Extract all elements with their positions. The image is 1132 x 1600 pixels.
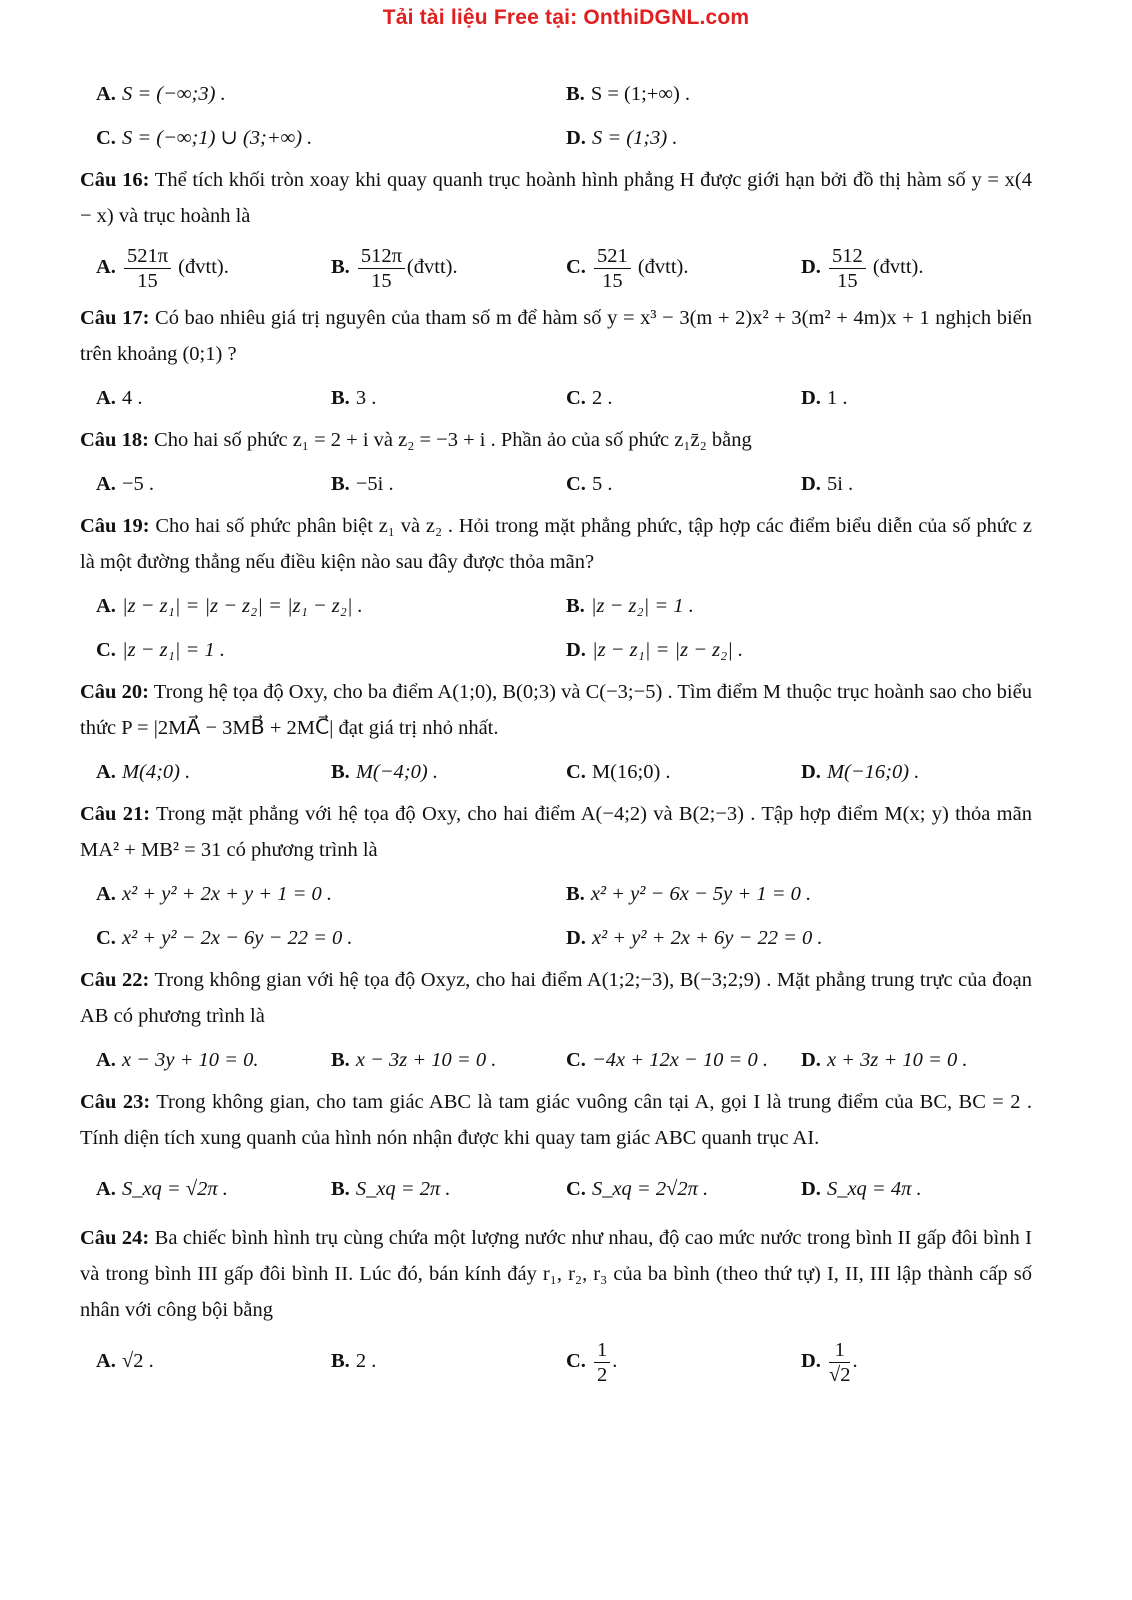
option-letter: A.: [96, 256, 116, 278]
option-text: 5 .: [591, 473, 613, 495]
option-text: S = (−∞;3) .: [121, 83, 226, 105]
option-letter: C.: [566, 761, 586, 783]
option-letter: D.: [801, 1049, 821, 1071]
option-letter: D.: [566, 127, 586, 149]
option-letter: B.: [331, 1178, 350, 1200]
q21-option-d[interactable]: [566, 916, 823, 960]
option-letter: A.: [96, 883, 116, 905]
question-stem: [80, 1084, 1032, 1156]
denominator: 15: [602, 269, 623, 292]
option-letter: A.: [96, 1178, 116, 1200]
option-letter: D.: [801, 1350, 821, 1372]
q15-options: [80, 72, 1032, 160]
q23-options: [80, 1160, 1032, 1218]
option-letter: D.: [801, 761, 821, 783]
unit-text: (đvtt).: [637, 256, 689, 278]
numerator: 521: [594, 244, 631, 269]
q16-option-d[interactable]: [801, 238, 923, 296]
question-stem: [80, 300, 1032, 372]
q18-option-c[interactable]: [566, 462, 612, 506]
option-text: S = (1;3) .: [591, 127, 678, 149]
option-letter: C.: [566, 256, 586, 278]
option-text: |z − z₁| = |z − z₂| .: [591, 639, 744, 661]
question-text: Trong không gian với hệ tọa độ Oxyz, cho hai điểm A(1;2;−3), B(−3;2;9) . Mặt phẳng trung trực của đoạn AB có phương trình là: [80, 969, 1032, 1027]
question-20: [80, 674, 1032, 794]
q24-option-b[interactable]: [331, 1332, 376, 1390]
question-text: Cho hai số phức phân biệt z₁ và z₂ . Hỏi trong mặt phẳng phức, tập hợp các điểm biểu diễn của số phức z là một đường thẳng nếu điều kiện nào sau đây được thỏa mãn?: [80, 515, 1032, 573]
q16-option-a[interactable]: [96, 238, 229, 296]
fraction: [594, 244, 631, 293]
numerator: 512: [829, 244, 866, 269]
option-letter: D.: [801, 256, 821, 278]
fraction: [594, 1338, 610, 1387]
q17-option-d[interactable]: [801, 376, 847, 420]
question-stem: [80, 796, 1032, 868]
option-text: x² + y² − 2x − 6y − 22 = 0 .: [121, 927, 353, 949]
q18-option-a[interactable]: [96, 462, 154, 506]
q21-option-a[interactable]: [96, 872, 332, 916]
option-letter: D.: [566, 639, 586, 661]
option-text: −5 .: [121, 473, 154, 495]
option-text: x² + y² + 2x + y + 1 = 0 .: [121, 883, 333, 905]
question-stem: [80, 674, 1032, 746]
question-stem: [80, 1220, 1032, 1328]
numerator: 1: [829, 1338, 851, 1363]
option-letter: B.: [331, 256, 350, 278]
option-text: M(−4;0) .: [355, 761, 438, 783]
question-22: [80, 962, 1032, 1082]
q18-option-d[interactable]: [801, 462, 853, 506]
question-16: [80, 162, 1032, 296]
option-text: S = (−∞;1) ∪ (3;+∞) .: [121, 127, 313, 149]
option-letter: B.: [331, 1049, 350, 1071]
question-text: Trong không gian, cho tam giác ABC là tam giác vuông cân tại A, gọi I là trung điểm của BC, BC = 2 . Tính diện tích xung quanh của hình nón nhận được khi quay tam giác ABC quanh trục AI.: [80, 1091, 1032, 1149]
question-number: Câu 18:: [80, 429, 149, 451]
option-letter: D.: [801, 387, 821, 409]
question-stem: [80, 422, 1032, 458]
question-number: Câu 21:: [80, 803, 151, 825]
option-letter: A.: [96, 473, 116, 495]
q23-option-c[interactable]: [566, 1160, 708, 1218]
question-text: Có bao nhiêu giá trị nguyên của tham số m để hàm số y = x³ − 3(m + 2)x² + 3(m² + 4m)x + 1 nghịch biến trên khoảng (0;1) ?: [80, 307, 1032, 365]
q21-options: [80, 872, 1032, 960]
unit-text: (đvtt).: [406, 256, 458, 278]
option-text: 4 .: [121, 387, 143, 409]
option-letter: B.: [566, 83, 585, 105]
option-letter: A.: [96, 1049, 116, 1071]
option-letter: B.: [331, 761, 350, 783]
q23-option-b[interactable]: [331, 1160, 451, 1218]
q18-option-b[interactable]: [331, 462, 394, 506]
option-letter: C.: [96, 127, 116, 149]
option-letter: A.: [96, 1350, 116, 1372]
numerator: 521π: [124, 244, 171, 269]
option-letter: C.: [566, 1178, 586, 1200]
question-19: [80, 508, 1032, 672]
q16-option-c[interactable]: [566, 238, 688, 296]
denominator: √2: [828, 1363, 851, 1386]
question-text: Ba chiếc bình hình trụ cùng chứa một lượng nước như nhau, độ cao mức nước trong bình II gấp đôi bình I và trong bình III gấp đôi bình II. Lúc đó, bán kính đáy r₁, r₂, r₃ của ba bình (theo thứ tự) I, II, III lập thành cấp số nhân với công bội bằng: [80, 1227, 1032, 1321]
fraction: [358, 244, 405, 293]
q20-options: [80, 750, 1032, 794]
q15-option-b[interactable]: [566, 72, 690, 116]
option-letter: D.: [801, 1178, 821, 1200]
q19-options: [80, 584, 1032, 672]
option-text: −4x + 12x − 10 = 0 .: [591, 1049, 768, 1071]
option-letter: B.: [331, 473, 350, 495]
option-text: S = (1;+∞) .: [590, 83, 691, 105]
q23-option-d[interactable]: [801, 1160, 922, 1218]
option-text: S_xq = 2√2π .: [591, 1178, 709, 1200]
unit-text: (đvtt).: [872, 256, 924, 278]
q22-option-c[interactable]: [566, 1038, 768, 1082]
option-text: 2 .: [355, 1350, 377, 1372]
punctuation: .: [612, 1350, 618, 1372]
question-stem: [80, 508, 1032, 580]
denominator: 15: [837, 269, 858, 292]
q22-options: [80, 1038, 1032, 1082]
q16-option-b[interactable]: [331, 238, 458, 296]
option-letter: B.: [566, 595, 585, 617]
option-letter: B.: [331, 1350, 350, 1372]
q17-options: [80, 376, 1032, 420]
option-letter: D.: [566, 927, 586, 949]
question-21: [80, 796, 1032, 960]
option-text: M(4;0) .: [121, 761, 191, 783]
option-letter: C.: [566, 387, 586, 409]
q19-option-b[interactable]: [566, 584, 694, 628]
option-letter: A.: [96, 761, 116, 783]
question-17: [80, 300, 1032, 420]
q24-option-a[interactable]: [96, 1332, 154, 1390]
q18-options: [80, 462, 1032, 506]
fraction: [829, 244, 866, 293]
option-text: x² + y² − 6x − 5y + 1 = 0 .: [590, 883, 812, 905]
exam-page: [80, 76, 1032, 1390]
option-letter: B.: [331, 387, 350, 409]
option-letter: D.: [801, 473, 821, 495]
option-letter: C.: [566, 1350, 586, 1372]
question-number: Câu 23:: [80, 1091, 151, 1113]
option-text: x² + y² + 2x + 6y − 22 = 0 .: [591, 927, 823, 949]
question-text: Thể tích khối tròn xoay khi quay quanh trục hoành hình phẳng H được giới hạn bởi đồ thị hàm số y = x(4 − x) và trục hoành là: [80, 169, 1032, 227]
option-text: x − 3y + 10 = 0.: [121, 1049, 259, 1071]
question-text: Trong mặt phẳng với hệ tọa độ Oxy, cho hai điểm A(−4;2) và B(2;−3) . Tập hợp điểm M(x; y) thỏa mãn MA² + MB² = 31 có phương trình là: [80, 803, 1032, 861]
option-text: 5i .: [826, 473, 854, 495]
q24-option-d[interactable]: [801, 1332, 858, 1390]
numerator: 512π: [358, 244, 405, 269]
q15-option-d[interactable]: [566, 116, 678, 160]
q24-options: [80, 1332, 1032, 1390]
option-letter: C.: [96, 927, 116, 949]
question-18: [80, 422, 1032, 506]
question-number: Câu 17:: [80, 307, 150, 329]
option-text: M(−16;0) .: [826, 761, 920, 783]
q15-option-a[interactable]: [96, 72, 226, 116]
option-text: 2 .: [591, 387, 613, 409]
q22-option-a[interactable]: [96, 1038, 259, 1082]
option-text: S_xq = √2π .: [121, 1178, 228, 1200]
question-24: [80, 1220, 1032, 1390]
option-text: 3 .: [355, 387, 377, 409]
option-text: |z − z₁| = |z − z₂| = |z₁ − z₂| .: [121, 595, 363, 617]
q24-option-c[interactable]: [566, 1332, 617, 1390]
denominator: 15: [371, 269, 392, 292]
option-text: M(16;0) .: [591, 761, 671, 783]
q17-option-c[interactable]: [566, 376, 612, 420]
q22-option-b[interactable]: [331, 1038, 496, 1082]
option-text: 1 .: [826, 387, 848, 409]
question-text: Cho hai số phức z₁ = 2 + i và z₂ = −3 + i . Phần ảo của số phức z₁z̄₂ bằng: [148, 429, 752, 451]
q17-option-a[interactable]: [96, 376, 142, 420]
option-text: |z − z₁| = 1 .: [121, 639, 225, 661]
site-header-banner: Tải tài liệu Free tại: OnthiDGNL.com: [382, 6, 750, 29]
option-text: S_xq = 4π .: [826, 1178, 922, 1200]
option-text: −5i .: [355, 473, 394, 495]
option-text: x − 3z + 10 = 0 .: [355, 1049, 497, 1071]
option-text: √2 .: [121, 1350, 154, 1372]
option-text: x + 3z + 10 = 0 .: [826, 1049, 968, 1071]
fraction: [829, 1338, 851, 1387]
option-letter: B.: [566, 883, 585, 905]
q15-option-c[interactable]: [96, 116, 312, 160]
option-letter: A.: [96, 83, 116, 105]
fraction: [124, 244, 171, 293]
q20-option-d[interactable]: [801, 750, 919, 794]
q22-option-d[interactable]: [801, 1038, 968, 1082]
option-letter: C.: [566, 473, 586, 495]
q23-option-a[interactable]: [96, 1160, 228, 1218]
question-number: Câu 22:: [80, 969, 150, 991]
q20-option-a[interactable]: [96, 750, 190, 794]
question-23: [80, 1084, 1032, 1218]
option-letter: A.: [96, 387, 116, 409]
punctuation: .: [852, 1350, 858, 1372]
denominator: 15: [137, 269, 158, 292]
option-letter: C.: [566, 1049, 586, 1071]
q21-option-b[interactable]: [566, 872, 811, 916]
option-text: S_xq = 2π .: [355, 1178, 451, 1200]
numerator: 1: [594, 1338, 610, 1363]
unit-text: (đvtt).: [178, 256, 229, 278]
question-stem: [80, 162, 1032, 234]
question-stem: [80, 962, 1032, 1034]
q19-option-d[interactable]: [566, 628, 743, 672]
q20-option-b[interactable]: [331, 750, 438, 794]
option-letter: C.: [96, 639, 116, 661]
option-text: |z − z₂| = 1 .: [590, 595, 694, 617]
question-number: Câu 16:: [80, 169, 150, 191]
question-text: Trong hệ tọa độ Oxy, cho ba điểm A(1;0), B(0;3) và C(−3;−5) . Tìm điểm M thuộc trục hoành sao cho biểu thức P = |2MA⃗ − 3MB⃗ + 2MC⃗| đạt giá trị nhỏ nhất.: [80, 681, 1032, 739]
q21-option-c[interactable]: [96, 916, 353, 960]
denominator: 2: [596, 1363, 608, 1386]
question-number: Câu 19:: [80, 515, 150, 537]
q19-option-c[interactable]: [96, 628, 225, 672]
question-number: Câu 24:: [80, 1227, 150, 1249]
q20-option-c[interactable]: [566, 750, 671, 794]
question-number: Câu 20:: [80, 681, 149, 703]
q17-option-b[interactable]: [331, 376, 376, 420]
q19-option-a[interactable]: [96, 584, 363, 628]
q16-options: [80, 238, 1032, 296]
option-letter: A.: [96, 595, 116, 617]
